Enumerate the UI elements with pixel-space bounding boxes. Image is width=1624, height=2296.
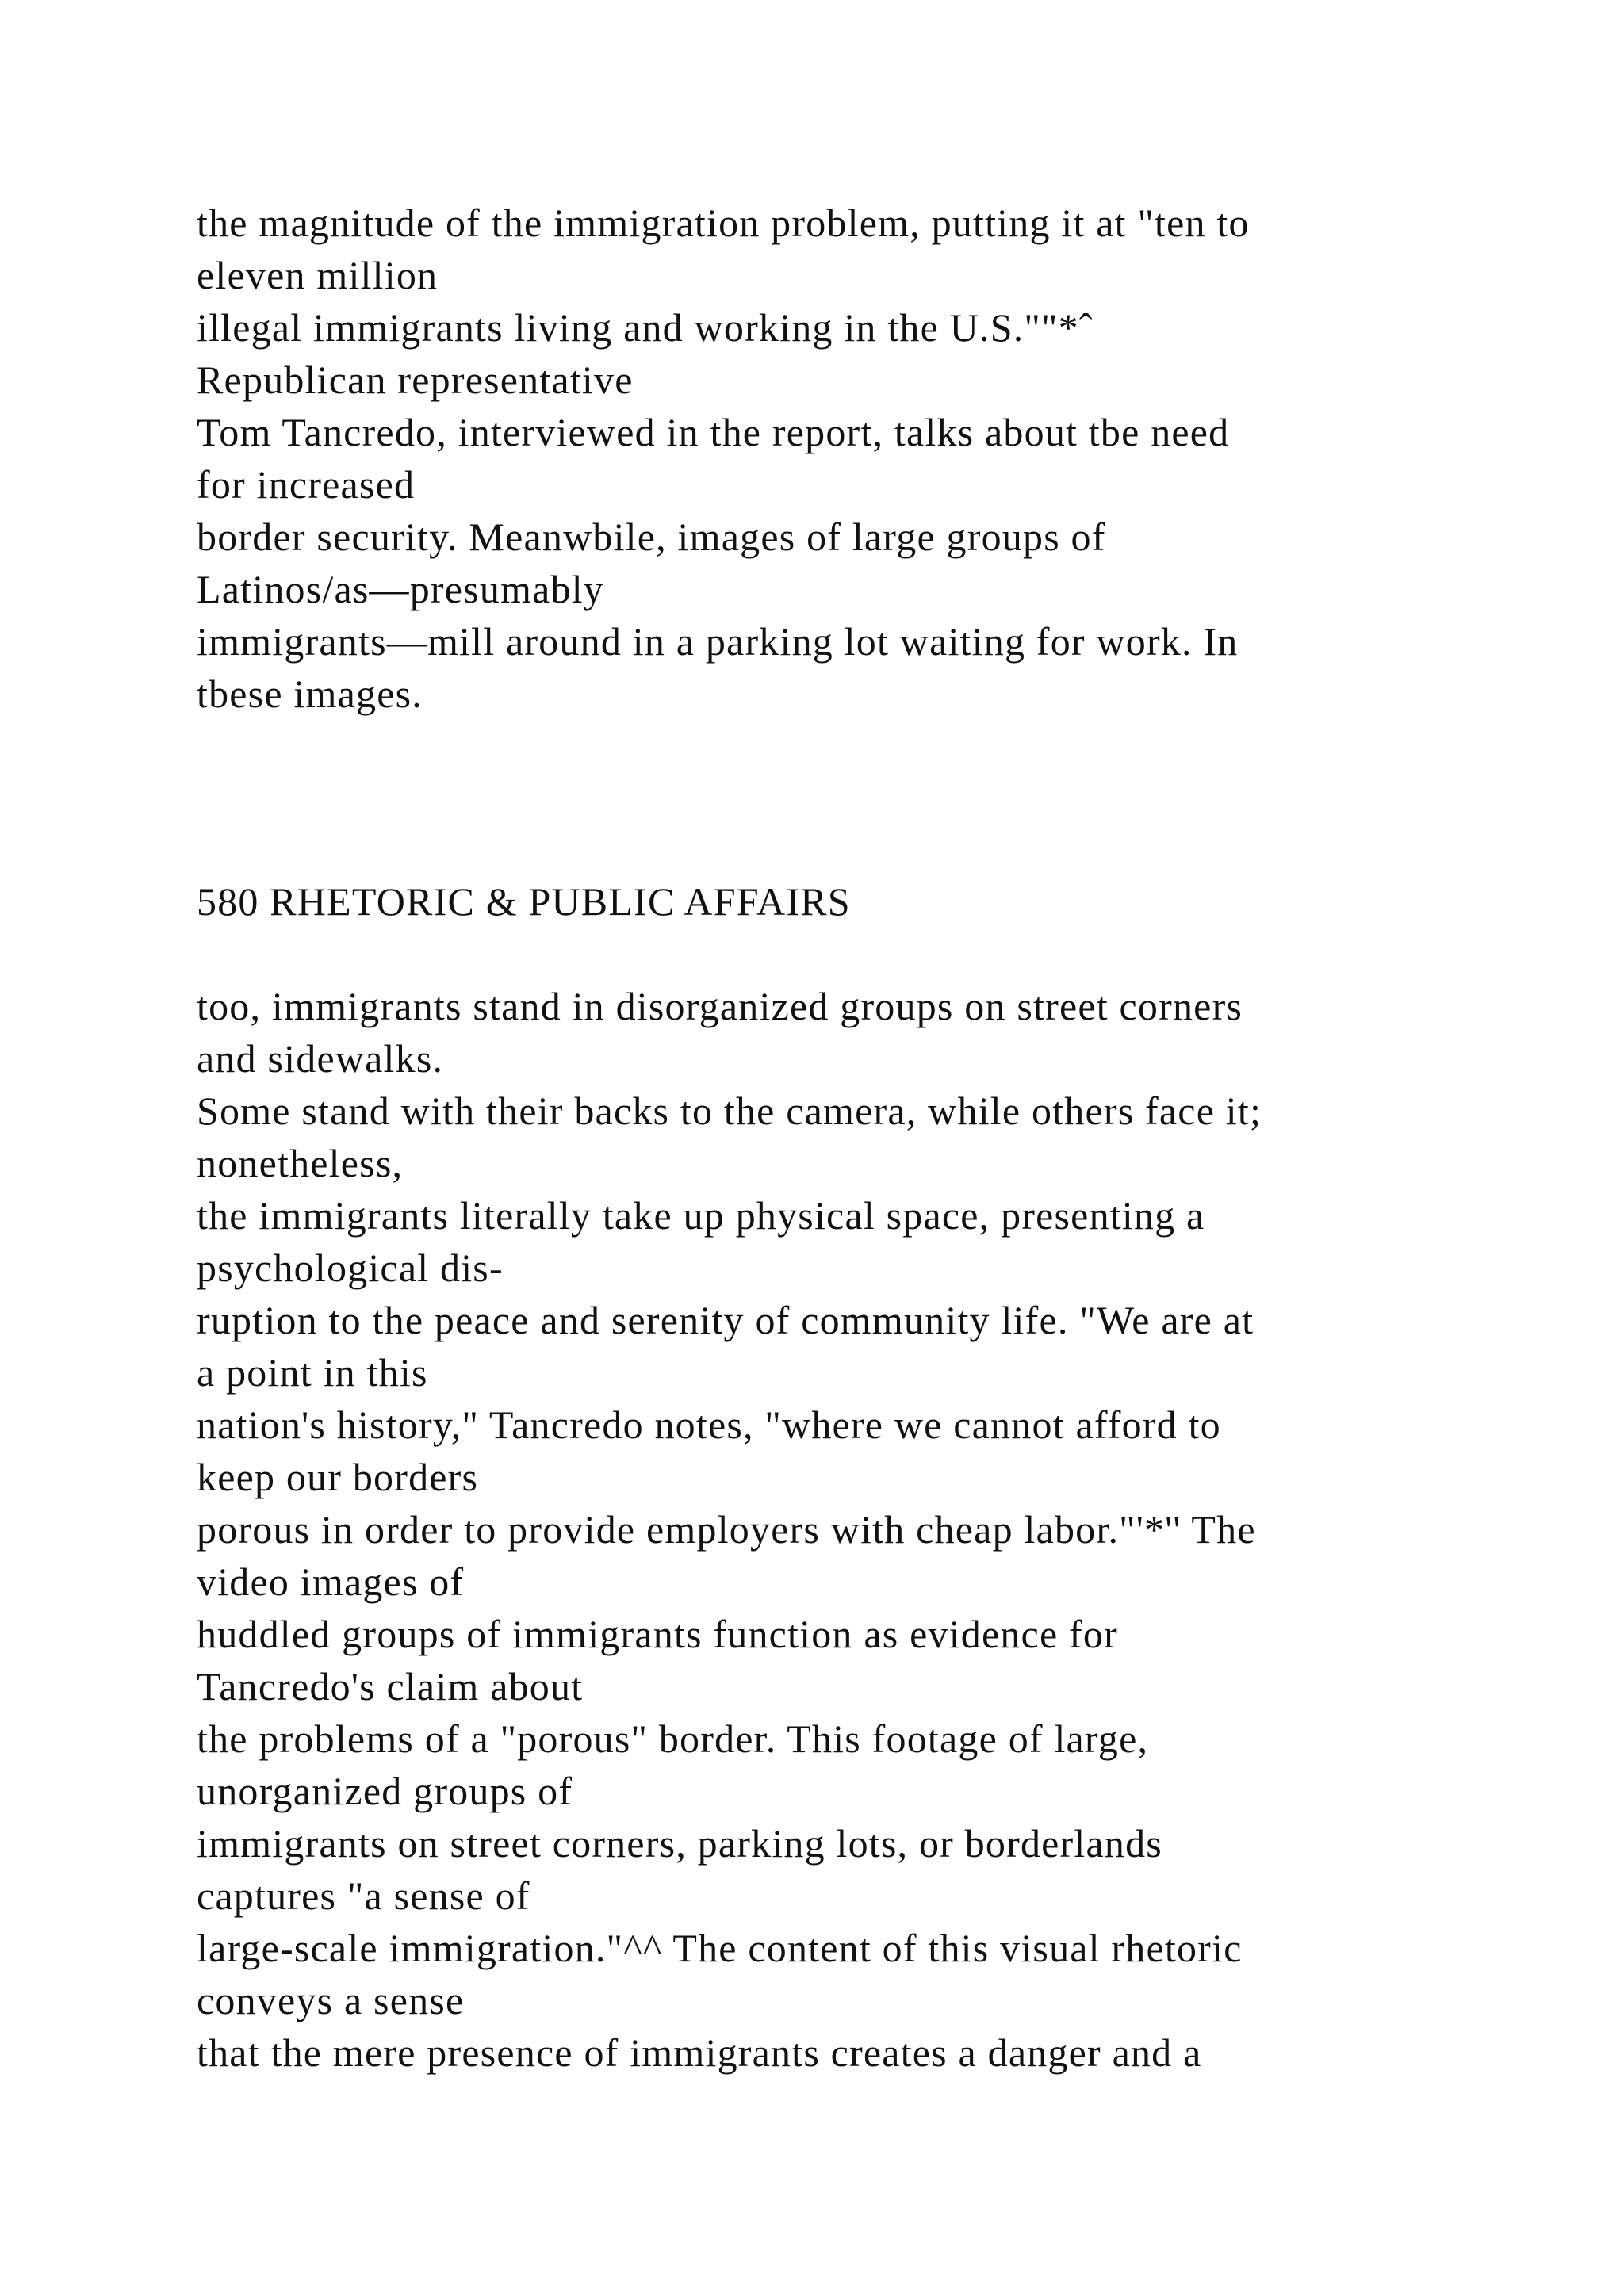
text-line: Republican representative xyxy=(197,358,634,402)
text-line: conveys a sense xyxy=(197,1978,465,2022)
text-line: video images of xyxy=(197,1559,465,1604)
text-line: psychological dis- xyxy=(197,1246,504,1290)
text-line: the magnitude of the immigration problem, putting it at "ten to xyxy=(197,201,1250,245)
paragraph-2 xyxy=(197,980,1545,2079)
text-line: tbese images. xyxy=(197,672,423,716)
text-line: immigrants on street corners, parking lots, or borderlands xyxy=(197,1821,1162,1866)
text-line: large-scale immigration."^^ The content of this visual rhetoric xyxy=(197,1926,1243,1970)
paragraph-1 xyxy=(197,197,1545,720)
text-line: the immigrants literally take up physical space, presenting a xyxy=(197,1193,1205,1238)
running-header xyxy=(197,875,1545,928)
running-header-text: 580 RHETORIC & PUBLIC AFFAIRS xyxy=(197,879,851,924)
text-line: Tancredo's claim about xyxy=(197,1664,584,1709)
text-line: too, immigrants stand in disorganized groups on street corners xyxy=(197,984,1243,1028)
text-line: ruption to the peace and serenity of community life. "We are at xyxy=(197,1298,1254,1342)
text-line: nonetheless, xyxy=(197,1141,404,1185)
text-line: and sidewalks. xyxy=(197,1036,444,1081)
text-line: unorganized groups of xyxy=(197,1769,573,1813)
text-line: Latinos/as—presumably xyxy=(197,567,604,611)
text-line: Some stand with their backs to the camera, while others face it; xyxy=(197,1089,1262,1133)
text-line: illegal immigrants living and working in the U.S.""*ˆ xyxy=(197,305,1094,350)
text-line: immigrants—mill around in a parking lot waiting for work. In xyxy=(197,619,1239,664)
text-line: that the mere presence of immigrants creates a danger and a xyxy=(197,2030,1202,2075)
text-line: keep our borders xyxy=(197,1455,479,1499)
text-line: eleven million xyxy=(197,253,439,297)
text-line: huddled groups of immigrants function as evidence for xyxy=(197,1612,1118,1656)
text-line: a point in this xyxy=(197,1350,428,1395)
text-line: captures "a sense of xyxy=(197,1873,530,1918)
text-line: porous in order to provide employers with cheap labor."'*'' The xyxy=(197,1507,1256,1552)
text-line: Tom Tancredo, interviewed in the report, talks about tbe need xyxy=(197,410,1230,454)
text-line: nation's history," Tancredo notes, "where we cannot afford to xyxy=(197,1402,1221,1447)
text-line: the problems of a "porous" border. This footage of large, xyxy=(197,1716,1149,1761)
text-line: for increased xyxy=(197,462,416,507)
text-line: border security. Meanwbile, images of large groups of xyxy=(197,515,1106,559)
